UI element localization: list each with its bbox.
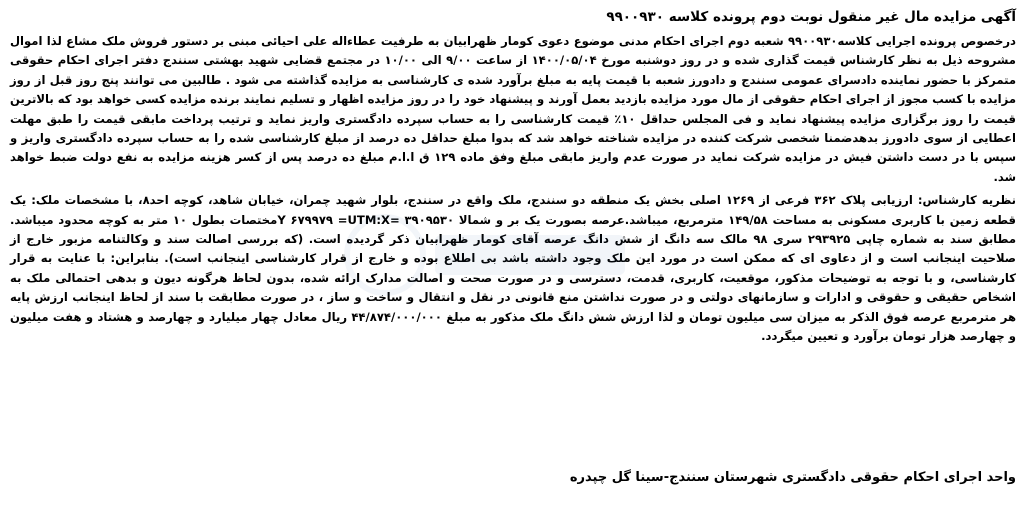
notice-title: آگهی مزایده مال غیر منقول نوبت دوم پرونده کلاسه ۹۹۰۰۹۳۰	[606, 9, 1016, 25]
expert-opinion-paragraph	[10, 191, 1016, 346]
auction-terms-paragraph: درخصوص پرونده اجرایی کلاسه۹۹۰۰۹۳۰ شعبه دوم اجرای احکام مدنی موضوع دعوی کومار ظهرابیان به طرفیت عطاءاله علی احیائی مبنی بر دستور فروش ملک مشاع لذا اموال مشروحه ذیل به نظر کارشناس قیمت گذاری شده و در روز دوشنبه مورخ ۱۴۰۰/۰۵/۰۴ از ساعت ۹/۰۰ الی ۱۰/۰۰ در مجتمع قضایی شهید بهشتی سنندج دفتر اجرای احکام حقوقی متمرکز با حضور نماینده دادسرای عمومی سنندج و دادورز شعبه با قیمت پایه به مبلغ برآورد شده ی کارشناسی به مزایده گذاشته می شود . طالبین می توانند پنج روز قبل از روز مزایده با کسب مجوز از اجرای احکام حقوقی از مال مورد مزایده بازدید بعمل آورند و پیشنهاد خود را در روز مزایده اظهار و تسلیم نمایند برنده مزایده کسی خواهد بود که بالاترین قیمت را روز برگزاری مزایده پیشنهاد نماید و فی المجلس حداقل ۱۰٪ قیمت کارشناسی را به حساب سپرده دادگستری واریز نماید و ترتیب پرداخت مابقی قیمت را طبق مهلت اعطایی از سوی دادورز بدهدضمنا شخصی شرکت کننده در مزایده شناخته خواهد شد که بدوا مبلغ حداقل ده درصد از مبلغ کارشناسی شده را به حساب سپرده دادگستری واریز و سپس با در دست داشتن فیش در مزایده شرکت نماید در صورت عدم واریز مابقی مبلغ وفق ماده ۱۲۹ ق ا.ا.م مبلغ ده درصد پس از کسر هزینه مزایده به نفع دولت ضبط خواهد شد.	[10, 34, 1016, 184]
expert-opinion-text: ارزیابی پلاک ۳۶۲ فرعی از ۱۲۶۹ اصلی بخش یک منطقه دو سنندج، ملک واقع در سنندج، بلوار شهید چمران، خیابان شاهد، کوچه احد۸، با مشخصات ملک: یک قطعه زمین با کاربری مسکونی به مساحت ۱۴۹/۵۸ مترمربع، میباشد.عرصه بصورت یک بر و شمالا ۳۹۰۹۵۳۰ =Y ۶۷۹۹۷۹ =UTM:Xمختصات بطول ۱۰ متر به کوچه محدود میباشد. مطابق سند به شماره چاپی ۲۹۳۹۲۵ سری ۹۸ مالک سه دانگ از شش دانگ عرصه آقای کومار ظهرابیان ذکر گردیده است. (که بررسی اصالت سند و وکالتنامه مزبور خارج از صلاحیت اینجانب است و از دعاوی ای که ممکن است در مورد این ملک وجود داشته باشد بی اطلاع بوده و خارج از قرار کارشناسی اینجانب است). بنابراین: با عنایت به قرار کارشناسی، و با توجه به توضیحات مذکور، موقعیت، کاربری، قدمت، دسترسی و در صورت صحت و اصالت مدارک ارائه شده، بدون لحاظ هرگونه دیون و بدهی احتمالی ملک به اشخاص حقیقی و حقوقی و ادارات و سازمانهای دولتی و در صورت نداشتن منع قانونی در نقل و انتقال و ساخت و ساز ، در صورت مطابقت با سند از لحاظ اینجانب ارزش پایه هر مترمربع عرصه فوق الذکر به میزان سی میلیون تومان و لذا ارزش شش دانگ ملک مذکور به مبلغ ۴۴/۸۷۴/۰۰۰/۰۰۰ ریال معادل چهار میلیارد و چهارصد و هشتاد و هفت میلیون و چهارصد هزار تومان برآورد و تعیین میگردد.	[10, 193, 1016, 344]
issuer-signature-line: واحد اجرای احکام حقوقی دادگستری شهرستان سنندج-سینا گل چپدره	[569, 470, 1016, 485]
expert-opinion-label: نظریه کارشناس:	[917, 193, 1016, 208]
